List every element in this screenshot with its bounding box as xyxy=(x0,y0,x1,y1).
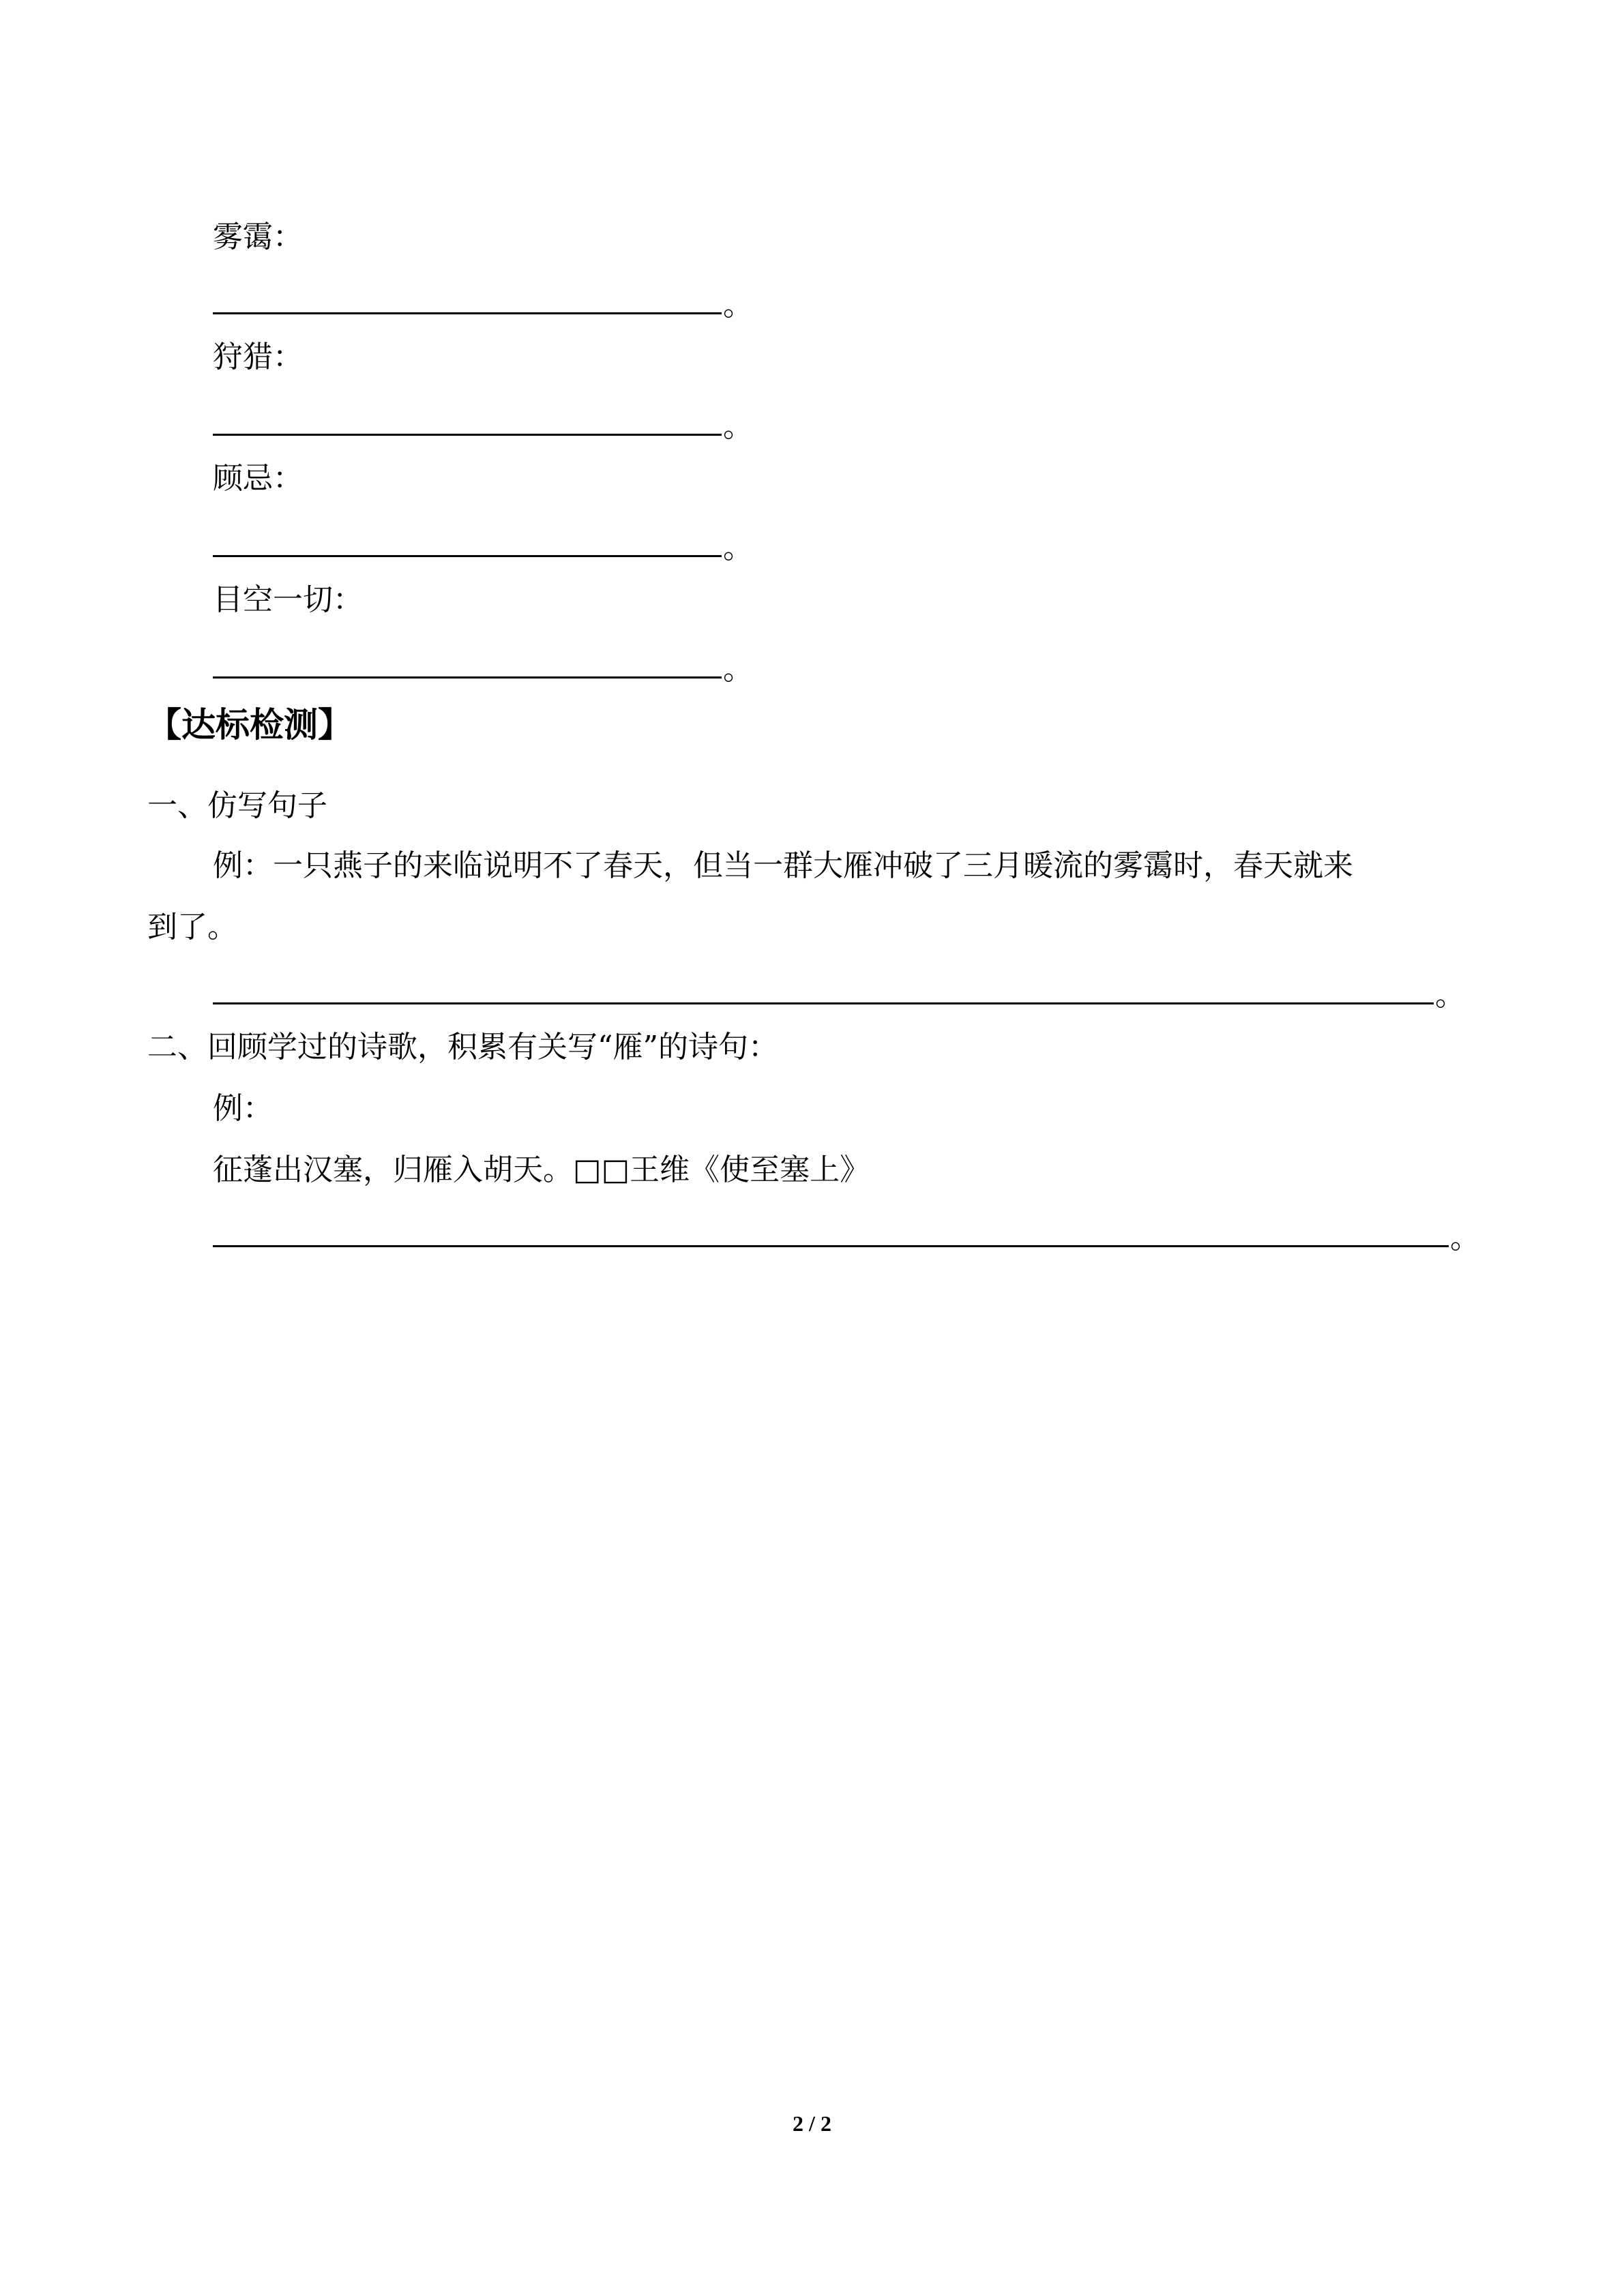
vocab-term-guji: 顾忌： xyxy=(213,461,303,496)
section-title: 【达标检测】 xyxy=(147,705,352,745)
period: 。 xyxy=(723,409,753,444)
period: 。 xyxy=(723,288,753,323)
answer-line[interactable] xyxy=(213,555,722,557)
q2-example-label: 例： xyxy=(213,1091,273,1126)
q2-example-poem: 征蓬出汉塞，归雁入胡天。□□王维《使至塞上》 xyxy=(213,1152,870,1187)
q1-example-line1: 例：一只燕子的来临说明不了春天，但当一群大雁冲破了三月暖流的雾霭时，春天就来 xyxy=(213,848,1353,883)
period: 。 xyxy=(1435,978,1465,1013)
vocab-term-wuai: 雾霭： xyxy=(213,220,303,254)
vocab-term-mukongyiqie: 目空一切： xyxy=(213,582,363,617)
period: 。 xyxy=(723,531,753,565)
q1-example-line2: 到了。 xyxy=(147,910,237,944)
q1-answer-line[interactable] xyxy=(213,1002,1434,1004)
answer-line[interactable] xyxy=(213,676,722,679)
answer-line[interactable] xyxy=(213,312,722,314)
vocab-term-shoulie: 狩猎： xyxy=(213,340,303,374)
q2-title: 二、回顾学过的诗歌，积累有关写“雁”的诗句： xyxy=(147,1030,778,1064)
period: 。 xyxy=(1450,1221,1480,1255)
q2-answer-line[interactable] xyxy=(213,1245,1449,1247)
answer-line[interactable] xyxy=(213,434,722,436)
period: 。 xyxy=(723,652,753,687)
page-number: 2 / 2 xyxy=(793,2111,831,2136)
q1-title: 一、仿写句子 xyxy=(147,788,327,823)
